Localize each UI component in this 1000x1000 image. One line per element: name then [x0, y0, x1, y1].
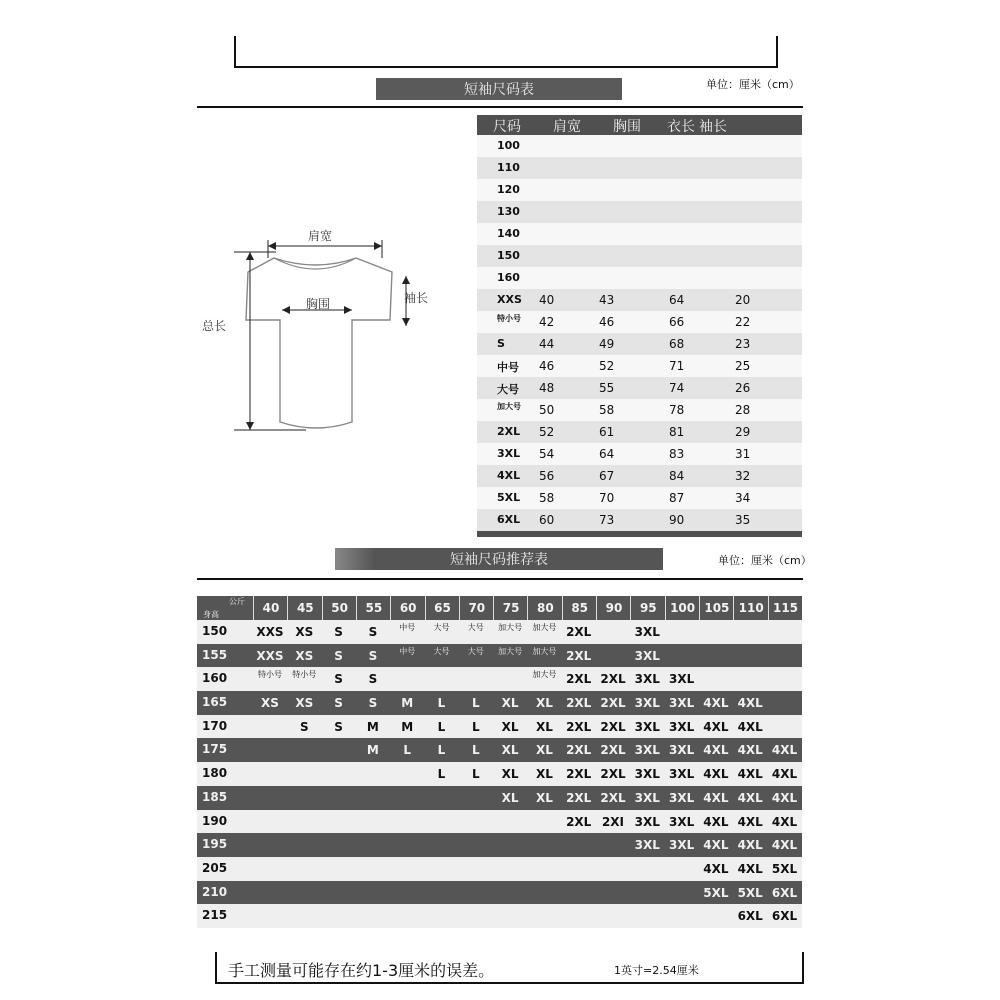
size-recommendation-cell: 6XL	[737, 909, 763, 924]
sleeve-cell: 29	[735, 425, 751, 439]
weight-header: 40	[253, 596, 288, 620]
shoulder-cell: 48	[539, 381, 555, 395]
chest-label: 胸围	[306, 297, 331, 311]
size-recommendation-cell: 4XL	[703, 696, 729, 711]
height-cell: 210	[202, 884, 228, 899]
size-recommendation-cell: 4XL	[771, 743, 798, 758]
size-cell: 大号	[497, 383, 519, 396]
size-recommendation-cell: 2XL	[566, 625, 592, 639]
length-cell: 90	[669, 513, 685, 527]
size-chart-table	[477, 115, 802, 537]
size-recommendation-cell: 4XL	[737, 719, 763, 734]
shoulder-cell: 54	[539, 447, 555, 461]
size-recommendation-cell: M	[401, 696, 414, 711]
weight-header: 110	[733, 596, 768, 620]
size-recommendation-cell: L	[437, 767, 446, 782]
size-row	[477, 179, 802, 201]
unit-label-top: 单位：厘米（cm）	[706, 78, 800, 91]
sleeve-cell: 28	[735, 403, 751, 417]
weight-header: 60	[390, 596, 425, 620]
size-cell: 加大号	[497, 402, 521, 411]
size-row	[477, 487, 802, 509]
height-cell: 150	[202, 624, 228, 638]
weight-header: 100	[665, 596, 700, 620]
size-recommendation-cell: 6XL	[771, 909, 798, 924]
size-recommendation-cell: 3XL	[634, 790, 660, 805]
size-recommendation-cell: XL	[501, 696, 519, 711]
size-row	[477, 245, 802, 267]
size-recommendation-cell: 4XL	[703, 838, 729, 853]
size-recommendation-cell: XS	[295, 696, 314, 711]
size-cell: XXS	[497, 293, 522, 306]
size-recommendation-cell: 3XL	[668, 767, 695, 782]
size-recommendation-cell: 3XL	[634, 648, 660, 663]
weight-header: 105	[699, 596, 734, 620]
length-cell: 64	[669, 293, 685, 307]
height-cell: 195	[202, 837, 228, 852]
recommend-row	[197, 738, 802, 762]
size-recommendation-cell: 特小号	[292, 670, 317, 680]
measurement-note: 手工测量可能存在约1-3厘米的误差。	[228, 961, 495, 980]
size-recommendation-cell: L	[437, 743, 446, 758]
size-recommendation-cell: XL	[535, 790, 553, 805]
size-recommendation-cell: S	[334, 625, 343, 639]
shoulder-label: 肩宽	[308, 229, 333, 243]
length-cell: 71	[669, 359, 685, 373]
recommend-row	[197, 833, 802, 857]
size-recommendation-cell: XL	[501, 790, 519, 805]
size-recommendation-cell: S	[334, 648, 343, 663]
size-recommendation-cell: S	[334, 672, 343, 687]
recommend-row	[197, 810, 802, 834]
size-recommendation-cell: 4XL	[737, 790, 763, 805]
length-cell: 68	[669, 337, 685, 351]
size-cell: 特小号	[497, 314, 521, 323]
sleeve-cell: 31	[735, 447, 751, 461]
size-recommendation-cell: 3XL	[668, 696, 695, 711]
chest-cell: 58	[599, 403, 615, 417]
size-recommendation-cell: 3XL	[668, 838, 695, 853]
shoulder-cell: 60	[539, 513, 555, 527]
size-recommendation-cell: 3XL	[668, 814, 695, 829]
length-cell: 84	[669, 469, 685, 483]
weight-header: 50	[322, 596, 357, 620]
size-recommendation-cell: 3XL	[668, 672, 695, 687]
size-recommendation-cell: 加大号	[498, 646, 523, 656]
divider-bottom	[197, 578, 803, 580]
shoulder-cell: 56	[539, 469, 555, 483]
size-row	[477, 157, 802, 179]
recommend-row	[197, 691, 802, 715]
size-recommendation-cell: 2XL	[566, 696, 592, 711]
size-row	[477, 223, 802, 245]
weight-header: 90	[596, 596, 631, 620]
size-recommendation-cell: 2XL	[600, 790, 626, 805]
size-cell: 5XL	[497, 491, 521, 504]
divider-top	[197, 106, 803, 108]
weight-header: 85	[562, 596, 597, 620]
sleeve-cell: 20	[735, 293, 751, 307]
size-chart-header	[477, 115, 802, 135]
size-recommendation-cell: S	[368, 696, 378, 711]
height-cell: 205	[202, 860, 228, 875]
recommend-row	[197, 881, 802, 905]
sleeve-cell: 32	[735, 469, 751, 483]
chest-cell: 49	[599, 337, 615, 351]
weight-label: 公斤	[229, 597, 245, 606]
size-recommendation-cell: 4XL	[737, 743, 763, 758]
recommend-row	[197, 715, 802, 739]
size-recommendation-cell: M	[366, 719, 379, 734]
size-recommendation-cell: 5XL	[703, 885, 729, 900]
size-recommendation-cell: 4XL	[737, 861, 763, 876]
size-cell: 4XL	[497, 469, 521, 482]
recommendation-table	[197, 596, 802, 928]
height-cell: 175	[202, 742, 228, 757]
size-recommendation-cell: XL	[535, 719, 553, 734]
size-recommendation-cell: XL	[501, 743, 519, 758]
shoulder-cell: 52	[539, 425, 555, 439]
size-recommendation-cell: S	[368, 672, 378, 687]
size-recommendation-cell: 2XL	[566, 743, 592, 758]
size-recommendation-cell: 4XL	[737, 767, 763, 782]
weight-header: 65	[425, 596, 460, 620]
chest-cell: 46	[599, 315, 615, 329]
shoulder-cell: 44	[539, 337, 555, 351]
height-cell: 160	[202, 671, 228, 686]
size-recommendation-cell: 3XL	[634, 719, 660, 734]
weight-header: 75	[493, 596, 528, 620]
size-cell: 140	[497, 227, 520, 240]
size-recommendation-cell: 6XL	[771, 885, 798, 900]
size-row	[477, 377, 802, 399]
size-cell: 3XL	[497, 447, 521, 460]
shoulder-cell: 40	[539, 293, 555, 307]
size-recommendation-cell: 3XL	[668, 790, 695, 805]
size-cell: 2XL	[497, 425, 521, 438]
size-row	[477, 289, 802, 311]
weight-header: 80	[527, 596, 562, 620]
weight-header: 95	[630, 596, 665, 620]
size-recommendation-cell: 3XL	[634, 814, 660, 829]
size-recommendation-cell: 4XL	[703, 743, 729, 758]
height-cell: 215	[202, 908, 228, 923]
chest-cell: 73	[599, 513, 615, 527]
chest-cell: 67	[599, 469, 615, 483]
shoulder-cell: 46	[539, 359, 555, 373]
chest-cell: 43	[599, 293, 615, 307]
size-recommendation-cell: 加大号	[498, 623, 523, 632]
size-recommendation-cell: XXS	[256, 625, 284, 639]
chest-cell: 55	[599, 381, 615, 395]
size-recommendation-cell: 3XL	[634, 672, 660, 687]
size-recommendation-cell: S	[334, 696, 343, 711]
size-recommendation-cell: 3XL	[668, 743, 695, 758]
size-recommendation-cell: 4XL	[703, 814, 729, 829]
size-recommendation-cell: XL	[535, 767, 553, 782]
size-row	[477, 135, 802, 157]
size-recommendation-cell: L	[403, 743, 412, 758]
size-recommendation-cell: 加大号	[532, 646, 557, 656]
shoulder-cell: 58	[539, 491, 555, 505]
top-frame	[234, 36, 778, 68]
size-recommendation-cell: 2XL	[566, 648, 592, 663]
weight-header: 115	[768, 596, 803, 620]
size-recommendation-cell: 4XL	[771, 814, 798, 829]
size-recommendation-cell: L	[471, 719, 480, 734]
height-cell: 185	[202, 789, 228, 804]
sleeve-cell: 26	[735, 381, 751, 395]
size-recommendation-cell: 大号	[467, 623, 484, 632]
sleeve-cell: 23	[735, 337, 751, 351]
header-chest: 胸围	[613, 119, 641, 135]
size-recommendation-cell: S	[368, 625, 378, 639]
size-row	[477, 201, 802, 223]
size-recommendation-cell: XL	[501, 767, 519, 782]
recommend-row	[197, 667, 802, 691]
size-recommendation-cell: 3XL	[634, 625, 660, 639]
size-row	[477, 267, 802, 289]
size-row	[477, 399, 802, 421]
unit-label-bottom: 单位：厘米（cm）	[718, 554, 812, 567]
size-row	[477, 509, 802, 531]
recommend-row	[197, 904, 802, 928]
size-recommendation-cell: 5XL	[771, 861, 798, 876]
size-recommendation-cell: L	[437, 719, 446, 734]
size-recommendation-cell: 4XL	[771, 838, 798, 853]
size-cell: 130	[497, 205, 520, 218]
weight-header: 55	[356, 596, 391, 620]
size-recommendation-cell: 大号	[433, 646, 450, 656]
size-recommendation-cell: 2XI	[601, 814, 625, 829]
size-recommendation-cell: 特小号	[258, 670, 282, 680]
recommendation-header	[197, 596, 802, 620]
size-recommendation-cell: XXS	[256, 648, 284, 663]
sleeve-cell: 25	[735, 359, 751, 373]
chest-cell: 70	[599, 491, 615, 505]
size-recommendation-cell: XS	[295, 625, 314, 639]
recommend-row	[197, 786, 802, 810]
size-chart-rows	[477, 135, 802, 531]
size-recommendation-cell: XL	[501, 719, 519, 734]
size-recommendation-cell: S	[299, 719, 309, 734]
size-recommendation-cell: 2XL	[566, 672, 592, 687]
size-recommendation-cell: 3XL	[634, 743, 660, 758]
size-cell: 6XL	[497, 513, 521, 526]
header-shoulder: 肩宽	[553, 119, 581, 135]
size-recommendation-cell: 5XL	[737, 885, 763, 900]
tshirt-diagram	[196, 222, 436, 448]
recommendation-rows	[197, 620, 802, 928]
size-cell: 100	[497, 139, 520, 152]
chest-cell: 64	[599, 447, 615, 461]
size-recommendation-cell: 2XL	[600, 767, 626, 782]
chest-cell: 52	[599, 359, 615, 373]
size-cell: 150	[497, 249, 520, 262]
height-cell: 170	[202, 718, 228, 733]
size-recommendation-cell: 中号	[399, 646, 416, 656]
header-sleeve: 袖长	[699, 119, 727, 135]
length-cell: 66	[669, 315, 685, 329]
size-recommendation-cell: XS	[261, 696, 279, 711]
sleeve-cell: 34	[735, 491, 751, 505]
size-recommendation-cell: S	[334, 719, 343, 734]
recommend-row	[197, 762, 802, 786]
size-recommendation-cell: 2XL	[566, 790, 592, 805]
sleeve-cell: 35	[735, 513, 751, 527]
size-recommendation-cell: XL	[535, 696, 553, 711]
length-cell: 78	[669, 403, 685, 417]
size-recommendation-cell: 3XL	[634, 838, 660, 853]
size-row	[477, 443, 802, 465]
size-row	[477, 333, 802, 355]
size-cell: 160	[497, 271, 520, 284]
size-recommendation-cell: L	[471, 696, 480, 711]
sleeve-cell: 22	[735, 315, 751, 329]
size-recommendation-cell: 4XL	[703, 861, 729, 876]
weight-header: 70	[459, 596, 494, 620]
length-cell: 74	[669, 381, 685, 395]
size-recommendation-cell: 2XL	[566, 814, 592, 829]
size-recommendation-cell: XS	[295, 648, 314, 663]
size-recommendation-cell: 4XL	[703, 719, 729, 734]
size-cell: 120	[497, 183, 520, 196]
size-recommendation-cell: 4XL	[771, 790, 798, 805]
header-length: 衣长	[667, 119, 695, 135]
height-cell: 190	[202, 813, 228, 828]
length-cell: 87	[669, 491, 685, 505]
length-label: 总长	[202, 319, 227, 333]
size-recommendation-cell: 中号	[399, 623, 416, 632]
weight-header: 45	[287, 596, 322, 620]
length-cell: 81	[669, 425, 685, 439]
size-recommendation-cell: M	[366, 743, 379, 758]
recommend-row	[197, 857, 802, 881]
length-cell: 83	[669, 447, 685, 461]
size-recommendation-cell: 3XL	[634, 696, 660, 711]
shoulder-cell: 42	[539, 315, 555, 329]
recommendation-banner: 短袖尺码推荐表	[335, 548, 663, 570]
size-recommendation-cell: L	[471, 743, 480, 758]
size-recommendation-cell: 4XL	[737, 814, 763, 829]
size-recommendation-cell: L	[471, 767, 480, 782]
size-chart-footer-bar	[477, 531, 802, 537]
size-recommendation-cell: 2XL	[600, 719, 626, 734]
size-recommendation-cell: XL	[535, 743, 553, 758]
size-recommendation-cell: 4XL	[737, 838, 763, 853]
size-recommendation-cell: 2XL	[600, 743, 626, 758]
size-recommendation-cell: 4XL	[703, 790, 729, 805]
size-recommendation-cell: 3XL	[668, 719, 695, 734]
size-row	[477, 355, 802, 377]
size-cell: S	[497, 337, 505, 350]
recommend-row	[197, 620, 802, 644]
header-size: 尺码	[493, 119, 521, 135]
size-recommendation-cell: 2XL	[600, 672, 626, 687]
inch-conversion-note: 1英寸=2.54厘米	[614, 964, 699, 977]
size-cell: 110	[497, 161, 520, 174]
height-label: 身高	[203, 610, 219, 619]
sleeve-label: 袖长	[404, 291, 429, 305]
header-corner	[197, 596, 249, 620]
size-recommendation-cell: L	[437, 696, 446, 711]
size-recommendation-cell: 大号	[467, 646, 484, 656]
size-recommendation-cell: 3XL	[634, 767, 660, 782]
size-recommendation-cell: 加大号	[532, 670, 557, 680]
chest-cell: 61	[599, 425, 615, 439]
size-row	[477, 421, 802, 443]
recommend-row	[197, 644, 802, 668]
size-recommendation-cell: 大号	[433, 623, 450, 632]
size-recommendation-cell: 2XL	[566, 767, 592, 782]
size-recommendation-cell: 4XL	[703, 767, 729, 782]
height-cell: 155	[202, 647, 228, 662]
height-cell: 165	[202, 695, 228, 710]
size-recommendation-cell: 2XL	[566, 719, 592, 734]
height-cell: 180	[202, 766, 228, 781]
size-recommendation-cell: 加大号	[532, 623, 557, 632]
size-cell: 中号	[497, 361, 519, 374]
size-row	[477, 311, 802, 333]
size-recommendation-cell: 4XL	[737, 696, 763, 711]
size-row	[477, 465, 802, 487]
shoulder-cell: 50	[539, 403, 555, 417]
size-recommendation-cell: M	[401, 719, 414, 734]
size-recommendation-cell: 2XL	[600, 696, 626, 711]
size-recommendation-cell: 4XL	[771, 767, 798, 782]
size-chart-banner: 短袖尺码表	[376, 78, 622, 100]
size-recommendation-cell: S	[368, 648, 378, 663]
